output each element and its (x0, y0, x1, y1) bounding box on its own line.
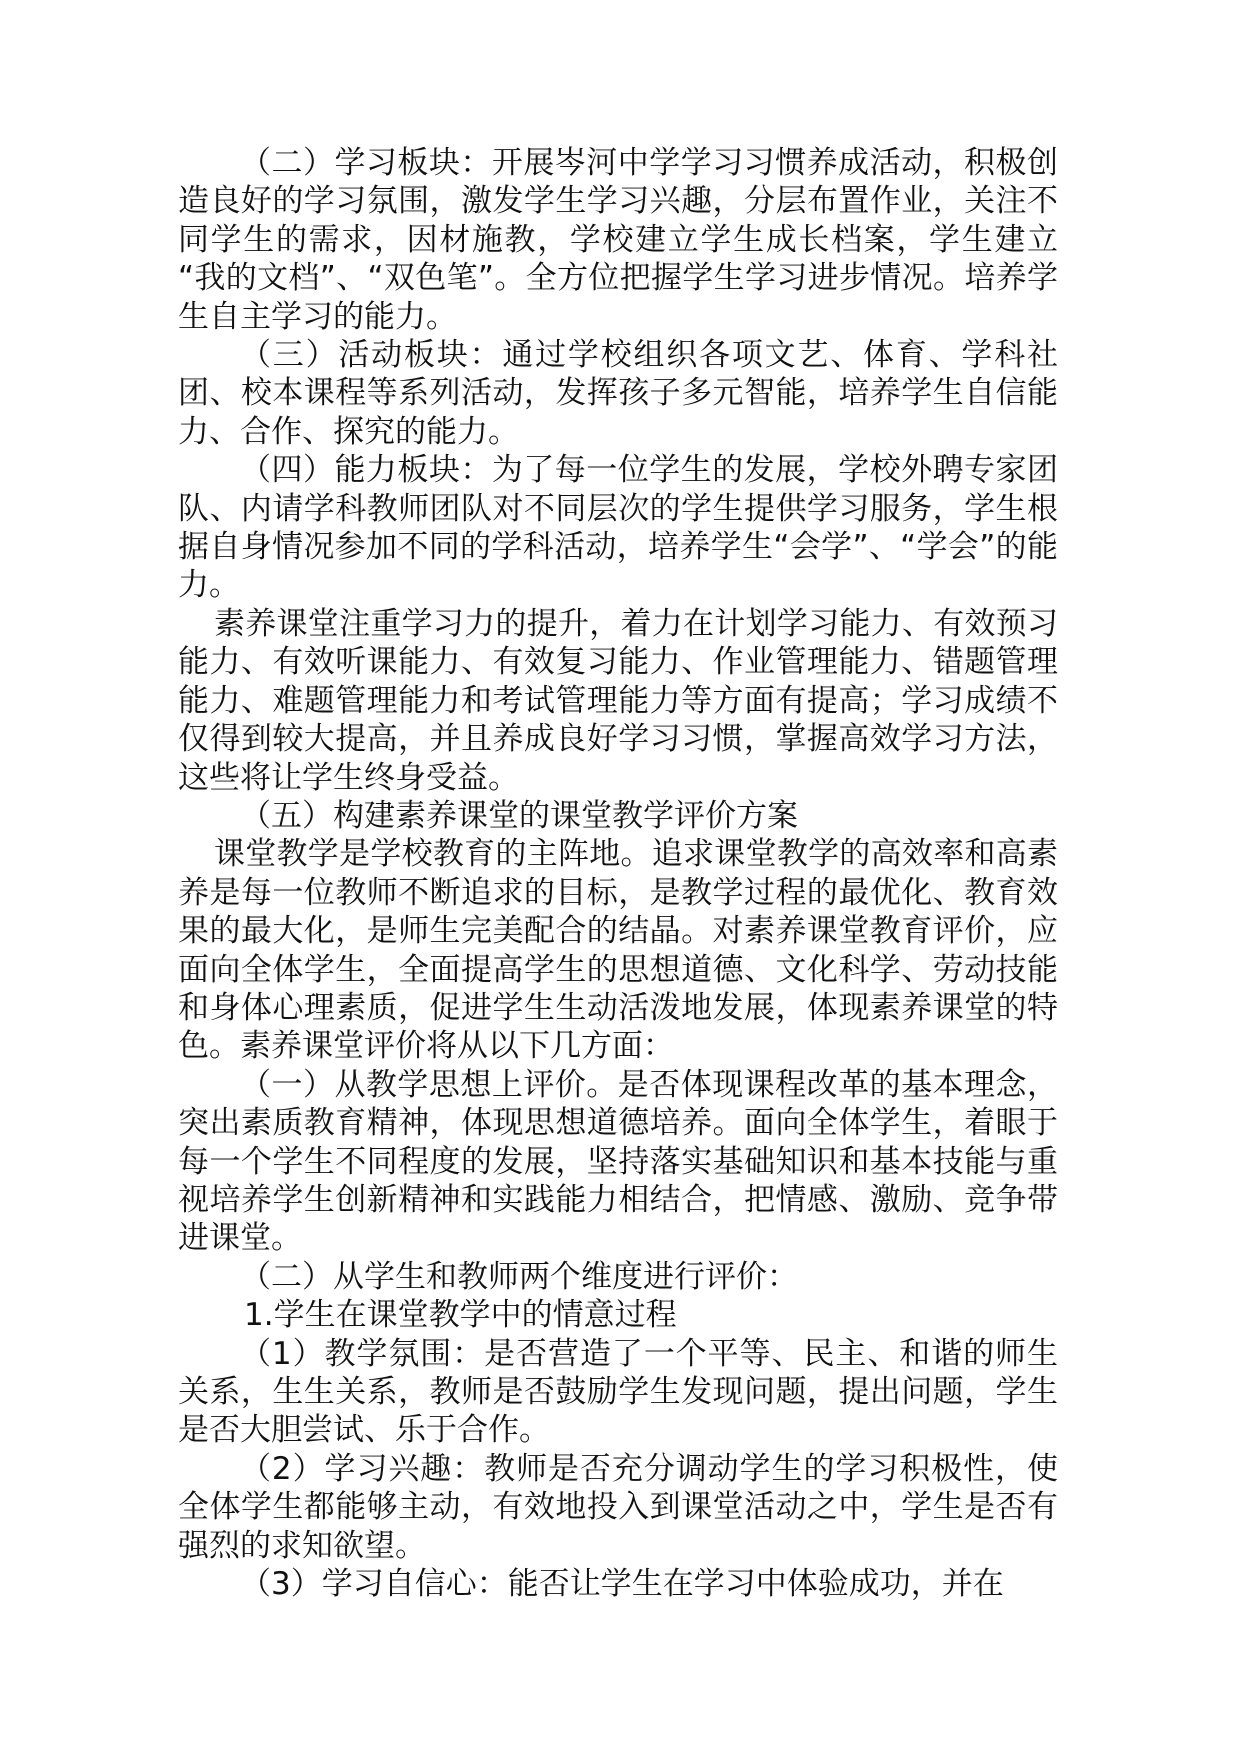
paragraph-evaluation-heading: （五）构建素养课堂的课堂教学评价方案 (240, 797, 798, 834)
paragraph-self-confidence: （3）学习自信心：能否让学生在学习中体验成功，并在 (240, 1566, 1004, 1603)
paragraph-teaching-thought: （一）从教学思想上评价。是否体现课程改革的基本理念，突出素质教育精神，体现思想道德培养。面向全体学生，着眼于每一个学生不同程度的发展，坚持落实基础知识和基本技能与重视培养学生创新精神和实践能力相结合，把情感、激励、竞争带进课堂。 (178, 1066, 1058, 1257)
paragraph-student-process: 1.学生在课堂教学中的情意过程 (244, 1297, 677, 1334)
paragraph-activity-section: （三）活动板块：通过学校组织各项文艺、体育、学科社团、校本课程等系列活动，发挥孩子多元智能，培养学生自信能力、合作、探究的能力。 (178, 337, 1058, 450)
paragraph-study-section: （二）学习板块：开展岑河中学学习习惯养成活动，积极创造良好的学习氛围，激发学生学习兴趣，分层布置作业，关注不同学生的需求，因材施教，学校建立学生成长档案，学生建立 “我的文档”、“双色笔”。全方位把握学生学习进步情况。培养学生自主学习的能力。 (178, 145, 1058, 335)
paragraph-two-dimensions: （二）从学生和教师两个维度进行评价： (240, 1258, 798, 1295)
document-body (178, 144, 1058, 1603)
paragraph-teaching-atmosphere: （1）教学氛围：是否营造了一个平等、民主、和谐的师生关系，生生关系，教师是否鼓励学生发现问题，提出问题，学生是否大胆尝试、乐于合作。 (178, 1335, 1058, 1449)
paragraph-classroom-teaching: 课堂教学是学校教育的主阵地。追求课堂教学的高效率和高素养是每一位教师不断追求的目标，是教学过程的最优化、教育效果的最大化，是师生完美配合的结晶。对素养课堂教育评价，应面向全体学生，全面提高学生的思想道德、文化科学、劳动技能和身体心理素质，促进学生生动活泼地发展，体现素养课堂的特色。素养课堂评价将从以下几方面： (178, 836, 1058, 1065)
paragraph-learning-interest: （2）学习兴趣：教师是否充分调动学生的学习积极性，使全体学生都能够主动，有效地投入到课堂活动之中，学生是否有强烈的求知欲望。 (178, 1450, 1058, 1564)
paragraph-ability-section: （四）能力板块：为了每一位学生的发展，学校外聘专家团队、内请学科教师团队对不同层次的学生提供学习服务，学生根据自身情况参加不同的学科活动，培养学生“会学”、“学会”的能力。 (178, 452, 1058, 604)
paragraph-learning-power: 素养课堂注重学习力的提升，着力在计划学习能力、有效预习能力、有效听课能力、有效复习能力、作业管理能力、错题管理能力、难题管理能力和考试管理能力等方面有提高；学习成绩不仅得到较大提高，并且养成良好学习习惯，掌握高效学习方法，这些将让学生终身受益。 (178, 605, 1058, 796)
